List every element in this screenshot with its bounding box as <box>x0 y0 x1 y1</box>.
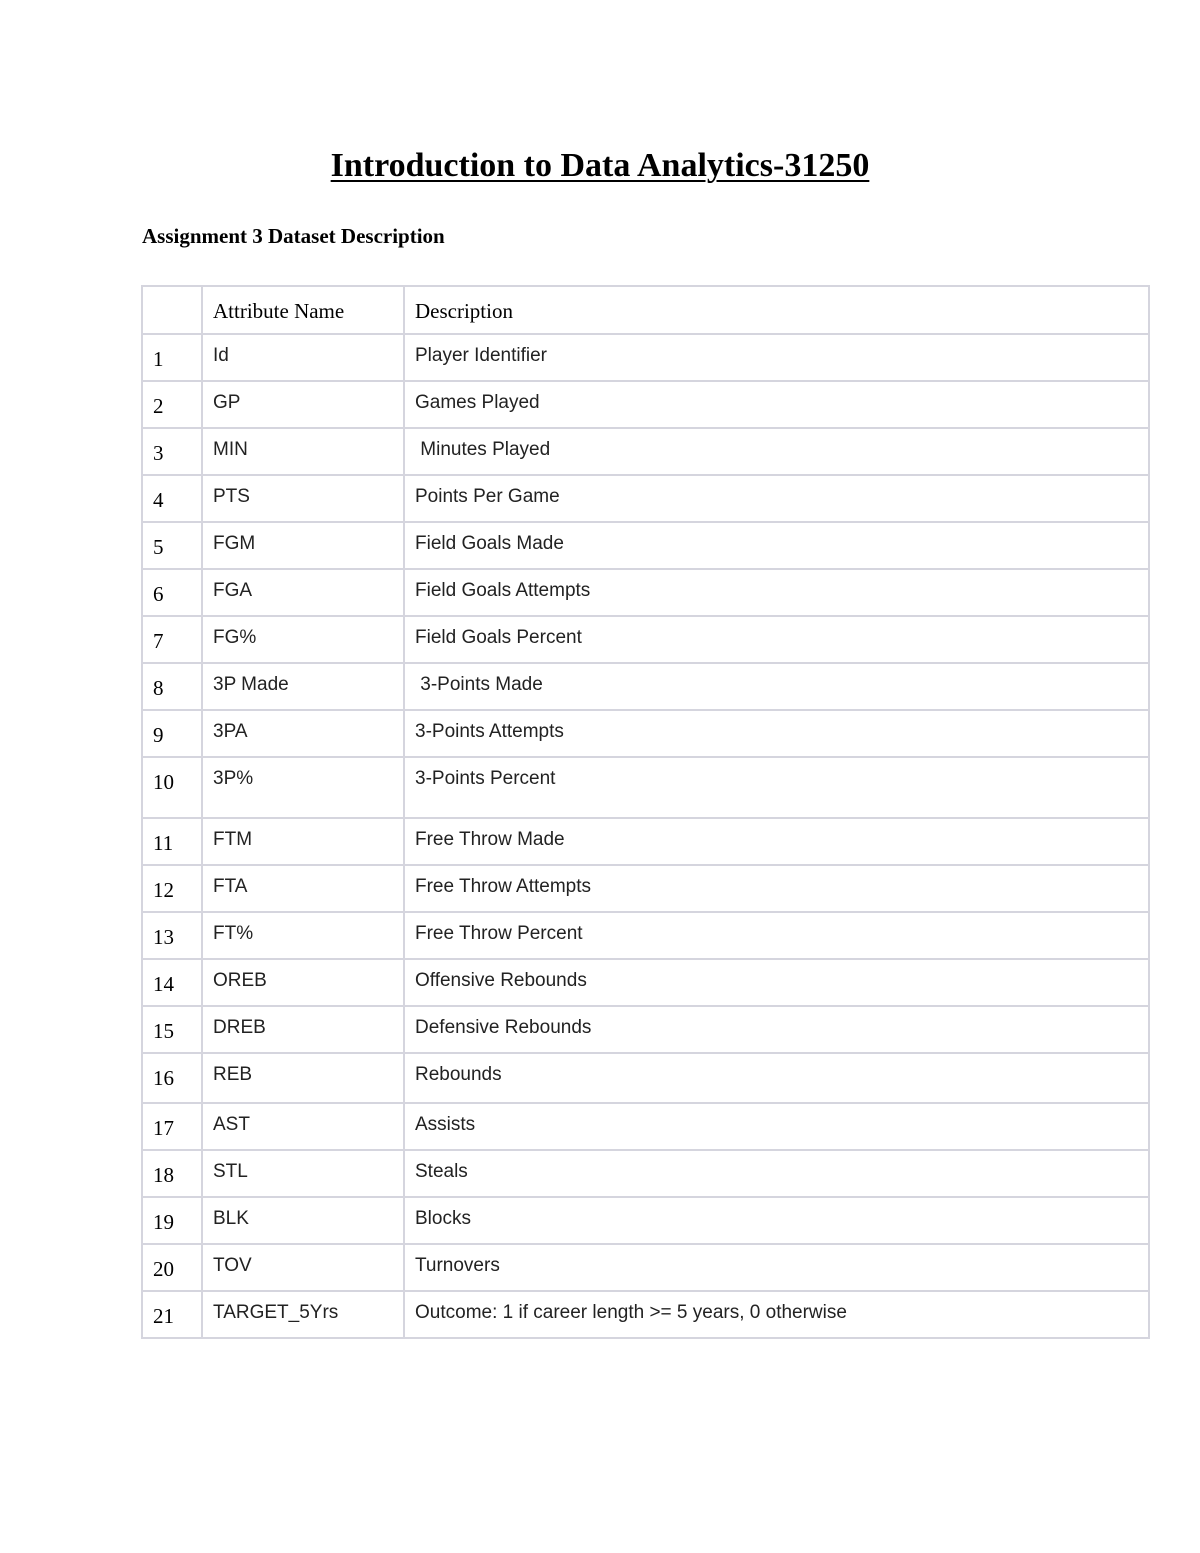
attribute-description-cell: Turnovers <box>404 1244 1149 1291</box>
attribute-name-cell: 3PA <box>202 710 404 757</box>
attribute-description-cell: 3-Points Attempts <box>404 710 1149 757</box>
table-row <box>142 757 1149 818</box>
row-number: 9 <box>142 710 202 757</box>
table-row <box>142 616 1149 663</box>
row-number: 15 <box>142 1006 202 1053</box>
attribute-name-cell: FTA <box>202 865 404 912</box>
table-row <box>142 1103 1149 1150</box>
row-number: 13 <box>142 912 202 959</box>
row-number: 2 <box>142 381 202 428</box>
table-header-row <box>142 286 1149 334</box>
attribute-description-cell: Minutes Played <box>404 428 1149 475</box>
attribute-description-cell: Rebounds <box>404 1053 1149 1103</box>
attribute-description-cell: Field Goals Made <box>404 522 1149 569</box>
attribute-description-cell: Offensive Rebounds <box>404 959 1149 1006</box>
header-description: Description <box>404 286 1149 334</box>
table-row <box>142 1150 1149 1197</box>
table-row <box>142 1006 1149 1053</box>
attribute-name-cell: TOV <box>202 1244 404 1291</box>
attribute-description-cell: Free Throw Made <box>404 818 1149 865</box>
attribute-name-cell: FG% <box>202 616 404 663</box>
row-number: 17 <box>142 1103 202 1150</box>
table-row <box>142 381 1149 428</box>
row-number: 18 <box>142 1150 202 1197</box>
table-row <box>142 1197 1149 1244</box>
table-row <box>142 1244 1149 1291</box>
table-row <box>142 1291 1149 1338</box>
attribute-description-cell: Defensive Rebounds <box>404 1006 1149 1053</box>
row-number: 4 <box>142 475 202 522</box>
attribute-table-body <box>142 286 1149 1338</box>
row-number: 12 <box>142 865 202 912</box>
table-row <box>142 959 1149 1006</box>
table-row <box>142 818 1149 865</box>
attribute-name-cell: FGA <box>202 569 404 616</box>
attribute-name-cell: FT% <box>202 912 404 959</box>
attribute-description-cell: Points Per Game <box>404 475 1149 522</box>
attribute-description-cell: Free Throw Attempts <box>404 865 1149 912</box>
attribute-description-cell: Field Goals Percent <box>404 616 1149 663</box>
attribute-description-cell: Games Played <box>404 381 1149 428</box>
row-number: 3 <box>142 428 202 475</box>
header-attribute-name: Attribute Name <box>202 286 404 334</box>
attribute-name-cell: MIN <box>202 428 404 475</box>
attribute-name-cell: TARGET_5Yrs <box>202 1291 404 1338</box>
attribute-description-cell: Outcome: 1 if career length >= 5 years, 0 otherwise <box>404 1291 1149 1338</box>
row-number: 11 <box>142 818 202 865</box>
attribute-name-cell: BLK <box>202 1197 404 1244</box>
table-row <box>142 663 1149 710</box>
attribute-name-cell: FTM <box>202 818 404 865</box>
document-title: Introduction to Data Analytics-31250 <box>330 147 870 184</box>
table-row <box>142 865 1149 912</box>
attribute-name-cell: Id <box>202 334 404 381</box>
row-number: 14 <box>142 959 202 1006</box>
attribute-table <box>141 285 1150 1339</box>
row-number: 8 <box>142 663 202 710</box>
table-row <box>142 569 1149 616</box>
attribute-description-cell: Steals <box>404 1150 1149 1197</box>
row-number: 19 <box>142 1197 202 1244</box>
header-num-cell <box>142 286 202 334</box>
row-number: 1 <box>142 334 202 381</box>
attribute-name-cell: REB <box>202 1053 404 1103</box>
attribute-description-cell: 3-Points Made <box>404 663 1149 710</box>
attribute-name-cell: PTS <box>202 475 404 522</box>
table-row <box>142 475 1149 522</box>
row-number: 6 <box>142 569 202 616</box>
attribute-name-cell: STL <box>202 1150 404 1197</box>
attribute-description-cell: Free Throw Percent <box>404 912 1149 959</box>
table-row <box>142 1053 1149 1103</box>
row-number: 21 <box>142 1291 202 1338</box>
attribute-description-cell: Field Goals Attempts <box>404 569 1149 616</box>
table-row <box>142 522 1149 569</box>
table-row <box>142 710 1149 757</box>
attribute-name-cell: OREB <box>202 959 404 1006</box>
attribute-description-cell: 3-Points Percent <box>404 757 1149 818</box>
table-row <box>142 912 1149 959</box>
attribute-description-cell: Blocks <box>404 1197 1149 1244</box>
row-number: 7 <box>142 616 202 663</box>
attribute-name-cell: FGM <box>202 522 404 569</box>
table-row <box>142 428 1149 475</box>
row-number: 5 <box>142 522 202 569</box>
attribute-name-cell: GP <box>202 381 404 428</box>
attribute-name-cell: 3P% <box>202 757 404 818</box>
attribute-description-cell: Assists <box>404 1103 1149 1150</box>
attribute-description-cell: Player Identifier <box>404 334 1149 381</box>
document-subtitle: Assignment 3 Dataset Description <box>142 224 445 248</box>
row-number: 16 <box>142 1053 202 1103</box>
table-row <box>142 334 1149 381</box>
row-number: 10 <box>142 757 202 818</box>
row-number: 20 <box>142 1244 202 1291</box>
attribute-name-cell: DREB <box>202 1006 404 1053</box>
attribute-name-cell: 3P Made <box>202 663 404 710</box>
attribute-name-cell: AST <box>202 1103 404 1150</box>
